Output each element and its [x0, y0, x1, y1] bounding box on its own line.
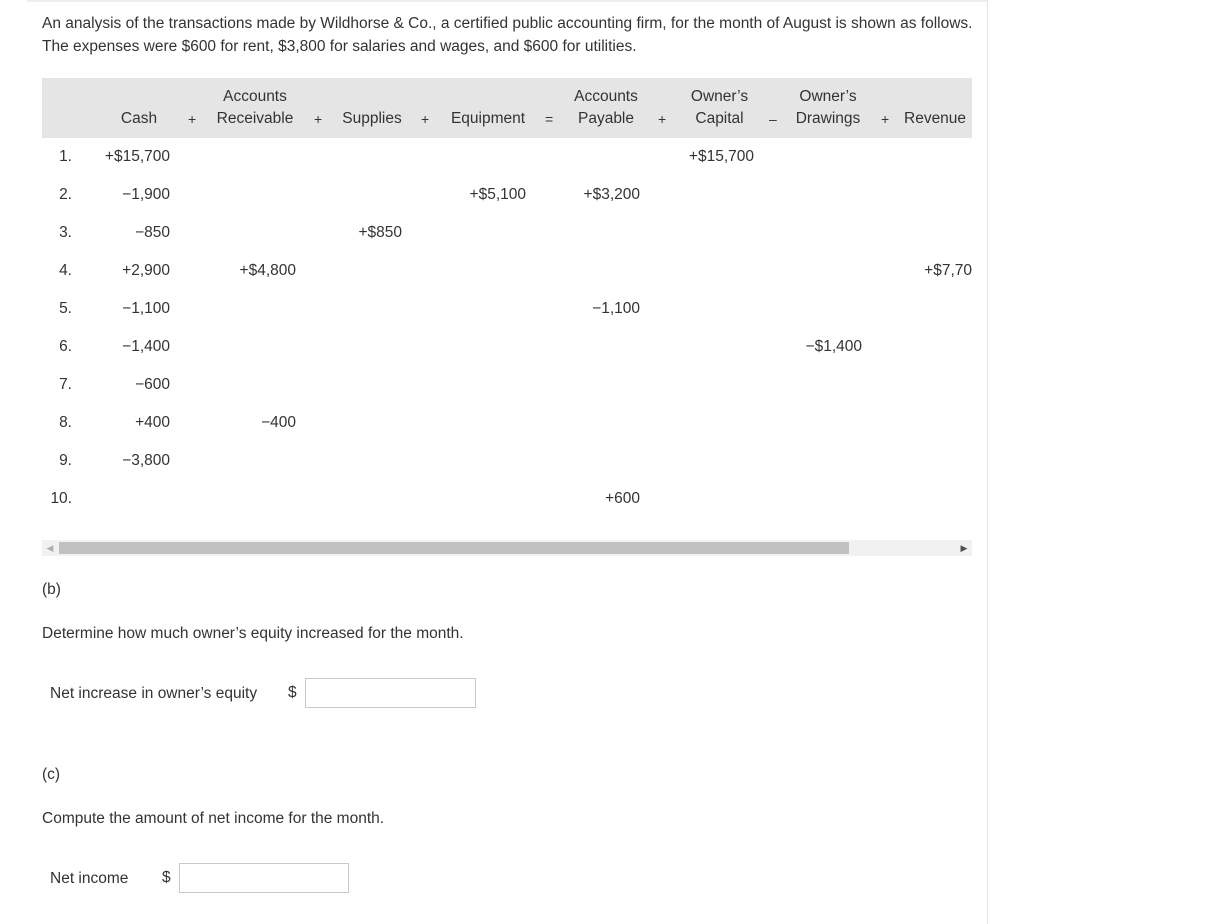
cell-cash: +2,900 — [122, 262, 170, 279]
header-operator: + — [421, 111, 430, 127]
part-b-label: (b) — [42, 581, 61, 598]
header-capital-line2: Capital — [695, 110, 744, 127]
currency-symbol: $ — [288, 684, 297, 701]
equity-increase-input[interactable] — [305, 678, 476, 708]
table-header — [42, 78, 972, 138]
row-number: 7. — [59, 376, 72, 393]
header-cash: Cash — [120, 110, 158, 127]
equity-increase-label: Net increase in owner’s equity — [50, 685, 258, 702]
part-c-label: (c) — [42, 766, 61, 783]
header-drawings-line2: Drawings — [795, 110, 861, 127]
cell-cash: −600 — [135, 376, 170, 393]
header-equipment: Equipment — [450, 110, 526, 127]
header-operator: = — [545, 111, 554, 127]
transactions-table — [42, 78, 972, 518]
header-operator: + — [188, 111, 197, 127]
row-number: 3. — [59, 224, 72, 241]
cell-accounts-payable: +$3,200 — [583, 186, 640, 203]
cell-cash: −1,100 — [122, 300, 170, 317]
cell-owner-drawings: −$1,400 — [805, 338, 862, 355]
header-ar-line2: Receivable — [216, 110, 294, 127]
row-number: 9. — [59, 452, 72, 469]
cell-accounts-receivable: +$4,800 — [239, 262, 296, 279]
scroll-right-arrow-icon[interactable]: ▶ — [960, 543, 968, 553]
net-income-label: Net income — [50, 870, 129, 887]
row-number: 6. — [59, 338, 72, 355]
net-income-input[interactable] — [179, 863, 349, 893]
header-revenue: Revenue — [904, 110, 967, 127]
cell-supplies: +$850 — [358, 224, 402, 241]
cell-cash: −850 — [135, 224, 170, 241]
currency-symbol: $ — [162, 869, 171, 886]
top-divider — [27, 0, 987, 2]
row-number: 1. — [59, 148, 72, 165]
cell-cash: −1,400 — [122, 338, 170, 355]
part-c-question: Compute the amount of net income for the month. — [42, 810, 385, 827]
row-number: 8. — [59, 414, 72, 431]
cell-accounts-receivable: −400 — [261, 414, 296, 431]
cell-cash: +400 — [135, 414, 170, 431]
header-ar-line1: Accounts — [223, 88, 287, 105]
row-number: 2. — [59, 186, 72, 203]
cell-equipment: +$5,100 — [469, 186, 526, 203]
problem-statement: An analysis of the transactions made by Wildhorse & Co., a certified public accounting firm, for the month of August is shown as follows. The expenses were $600 for rent, $3,800 for salaries and wages, and $600 for utilities. — [42, 15, 973, 55]
scroll-left-arrow-icon[interactable]: ◀ — [46, 543, 54, 553]
header-operator: + — [314, 111, 323, 127]
row-number: 4. — [59, 262, 72, 279]
cell-cash: −3,800 — [122, 452, 170, 469]
header-capital-line1: Owner’s — [690, 88, 749, 105]
row-number: 10. — [50, 490, 72, 507]
cell-owner-capital: +$15,700 — [688, 148, 754, 165]
cell-cash: −1,900 — [122, 186, 170, 203]
cell-revenue: +$7,70 — [924, 262, 972, 279]
header-supplies: Supplies — [342, 110, 402, 127]
cell-accounts-payable: +600 — [605, 490, 640, 507]
header-operator: – — [769, 111, 777, 127]
cell-accounts-payable: −1,100 — [592, 300, 640, 317]
header-operator: + — [881, 111, 890, 127]
header-ap-line2: Payable — [577, 110, 634, 127]
row-number: 5. — [59, 300, 72, 317]
cell-cash: +$15,700 — [104, 148, 170, 165]
header-ap-line1: Accounts — [574, 88, 638, 105]
horizontal-scrollbar[interactable] — [42, 540, 972, 556]
header-operator: + — [658, 111, 667, 127]
scrollbar-thumb[interactable] — [59, 542, 849, 554]
part-b-question: Determine how much owner’s equity increased for the month. — [42, 625, 464, 642]
header-drawings-line1: Owner’s — [799, 88, 857, 105]
